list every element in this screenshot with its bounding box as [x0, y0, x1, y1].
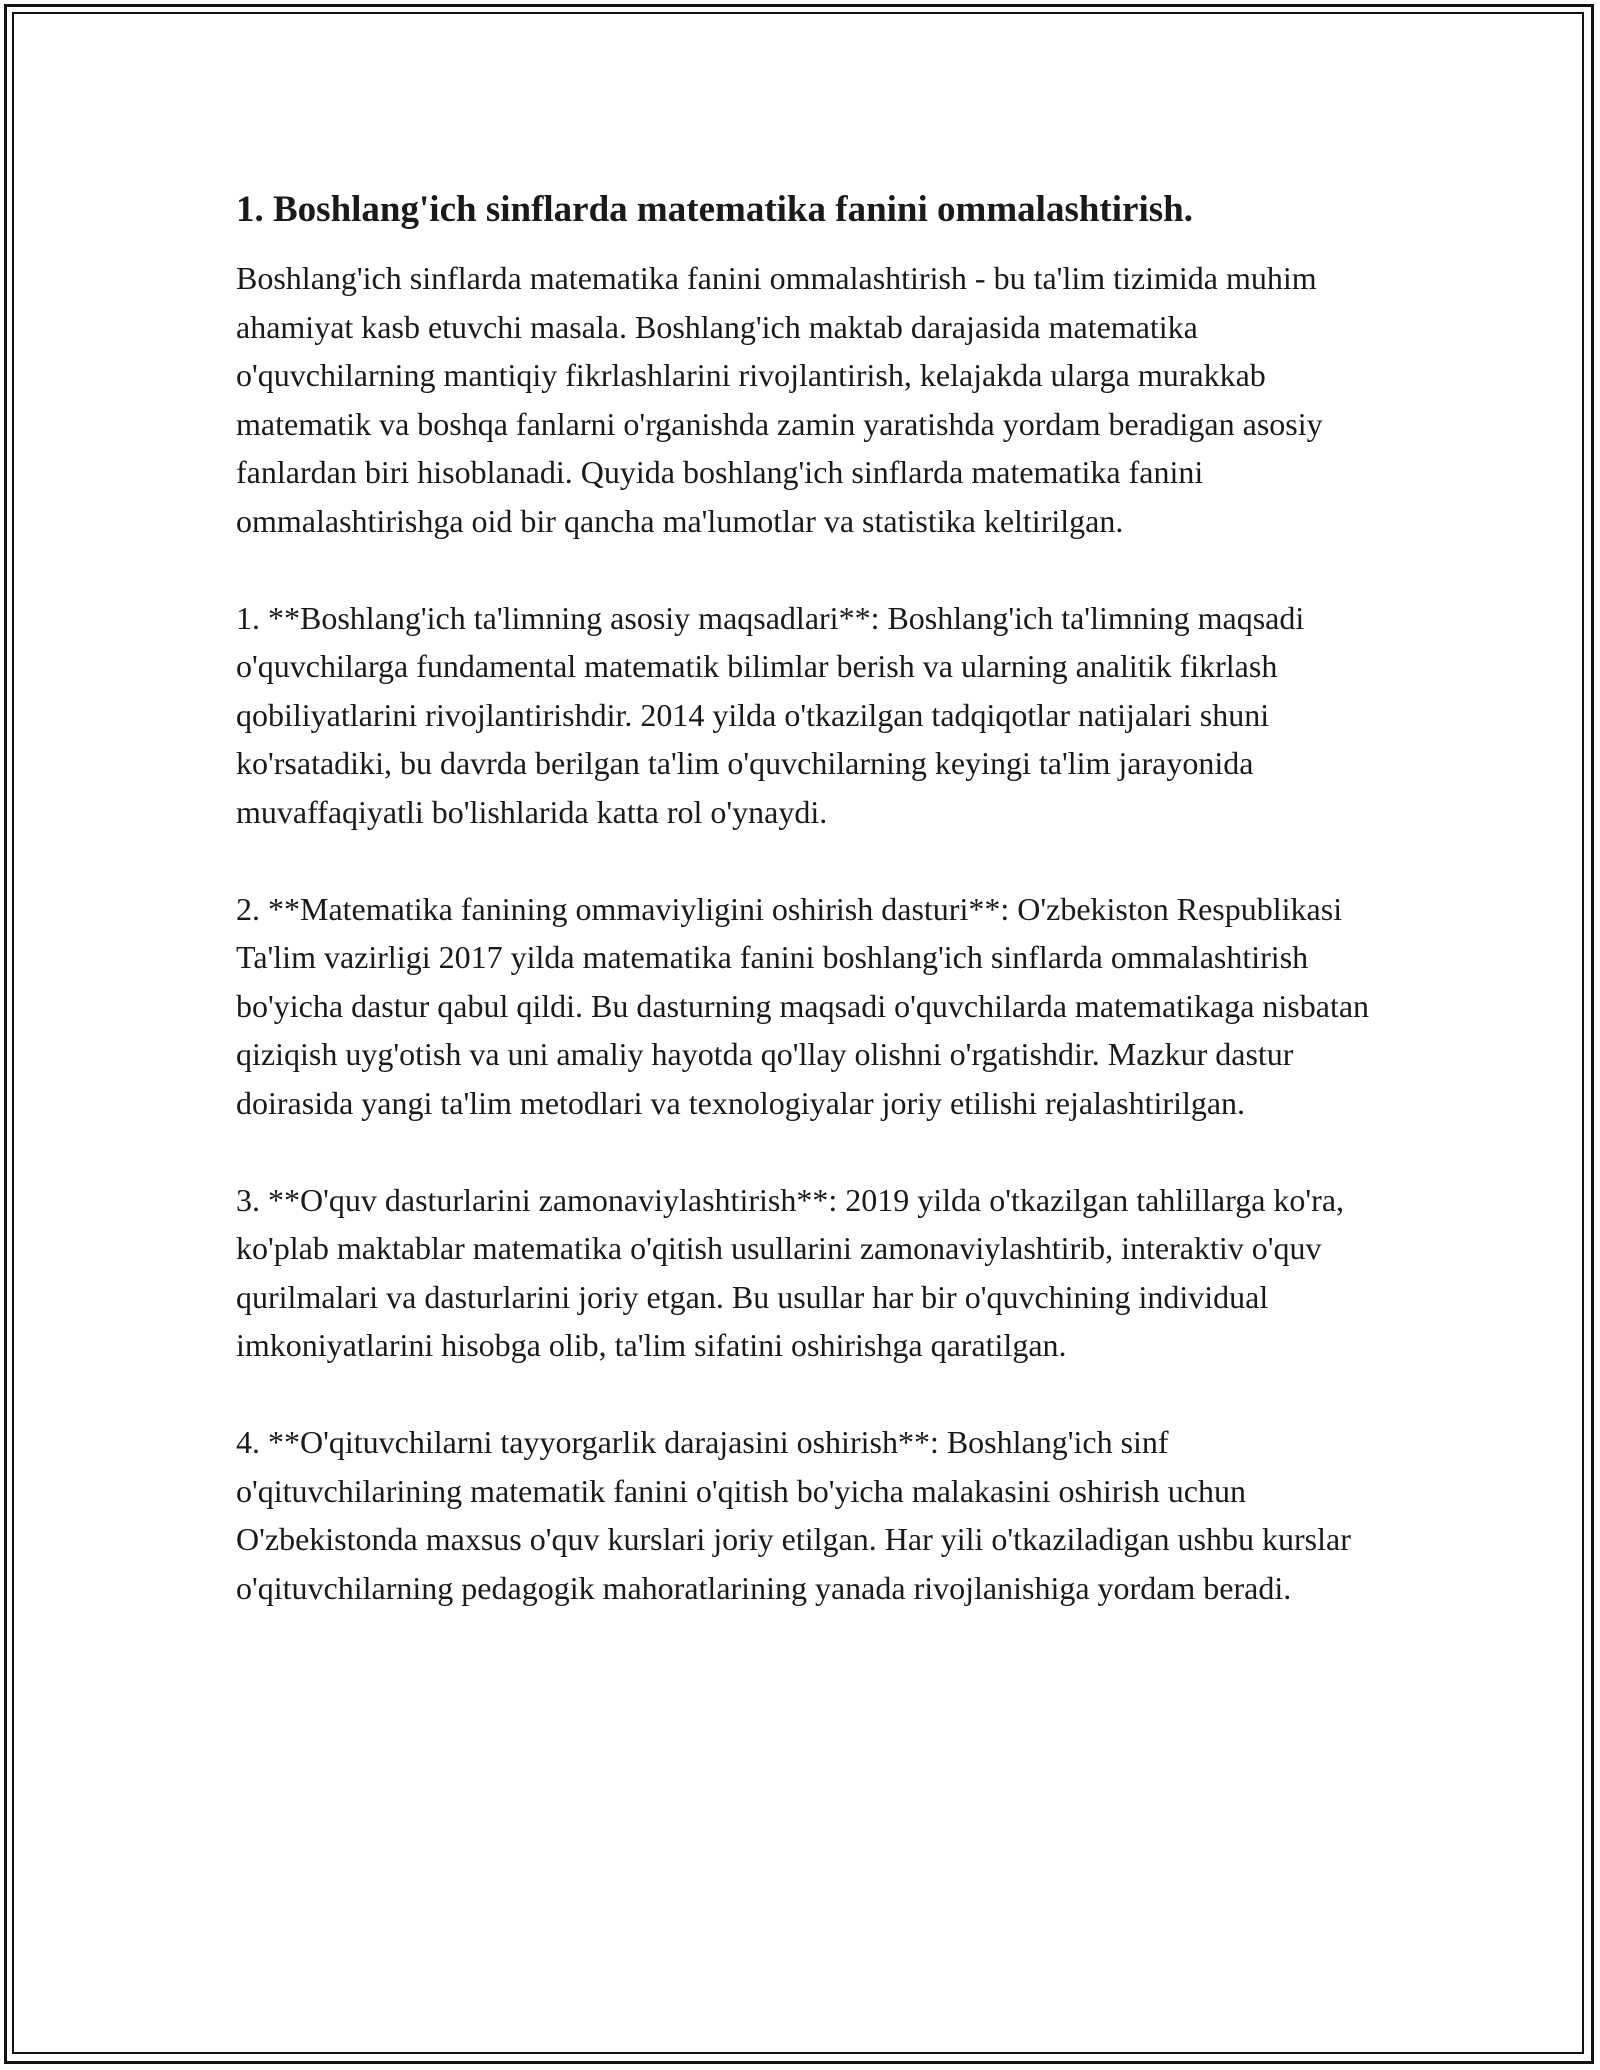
- point-1-paragraph: 1. **Boshlang'ich ta'limning asosiy maqsadlari**: Boshlang'ich ta'limning maqsadi o'quvchilarga fundamental matematik bilimlar berish va ularning analitik fikrlash qobiliyatlarini rivojlantirishdir. 2014 yilda o'tkazilgan tadqiqotlar natijalari shuni ko'rsatadiki, bu davrda berilgan ta'lim o'quvchilarning keyingi ta'lim jarayonida muvaffaqiyatli bo'lishlarida katta rol o'ynaydi.: [236, 599, 1305, 830]
- document-title: 1. Boshlang'ich sinflarda matematika fanini ommalashtirish.: [236, 189, 1193, 230]
- document-body: [236, 186, 1376, 1661]
- point-4-paragraph: 4. **O'qituvchilarni tayyorgarlik darajasini oshirish**: Boshlang'ich sinf o'qituvchilarining matematik fanini o'qitish bo'yicha malakasini oshirish uchun O'zbekistonda maxsus o'quv kurslari joriy etilgan. Har yili o'tkaziladigan ushbu kurslar o'qituvchilarning pedagogik mahoratlarining yanada rivojlanishiga yordam beradi.: [236, 1424, 1351, 1606]
- point-3-paragraph: 3. **O'quv dasturlarini zamonaviylashtirish**: 2019 yilda o'tkazilgan tahlillarga ko'ra, ko'plab maktablar matematika o'qitish usullarini zamonaviylashtirib, interaktiv o'quv qurilmalari va dasturlarini joriy etgan. Bu usullar har bir o'quvchining individual imkoniyatlarini hisobga olib, ta'lim sifatini oshirishga qaratilgan.: [236, 1181, 1345, 1363]
- point-2-paragraph: 2. **Matematika fanining ommaviyligini oshirish dasturi**: O'zbekiston Respublikasi Ta'lim vazirligi 2017 yilda matematika fanini boshlang'ich sinflarda ommalashtirish bo'yicha dastur qabul qildi. Bu dasturning maqsadi o'quvchilarda matematikaga nisbatan qiziqish uyg'otish va uni amaliy hayotda qo'llay olishni o'rgatishdir. Mazkur dastur doirasida yangi ta'lim metodlari va texnologiyalar joriy etilishi rejalashtirilgan.: [236, 890, 1370, 1121]
- intro-paragraph: Boshlang'ich sinflarda matematika fanini ommalashtirish - bu ta'lim tizimida muhim ahamiyat kasb etuvchi masala. Boshlang'ich maktab darajasida matematika o'quvchilarning mantiqiy fikrlashlarini rivojlantirish, kelajakda ularga murakkab matematik va boshqa fanlarni o'rganishda zamin yaratishda yordam beradigan asosiy fanlardan biri hisoblanadi. Quyida boshlang'ich sinflarda matematika fanini ommalashtirishga oid bir qancha ma'lumotlar va statistika keltirilgan.: [236, 260, 1323, 539]
